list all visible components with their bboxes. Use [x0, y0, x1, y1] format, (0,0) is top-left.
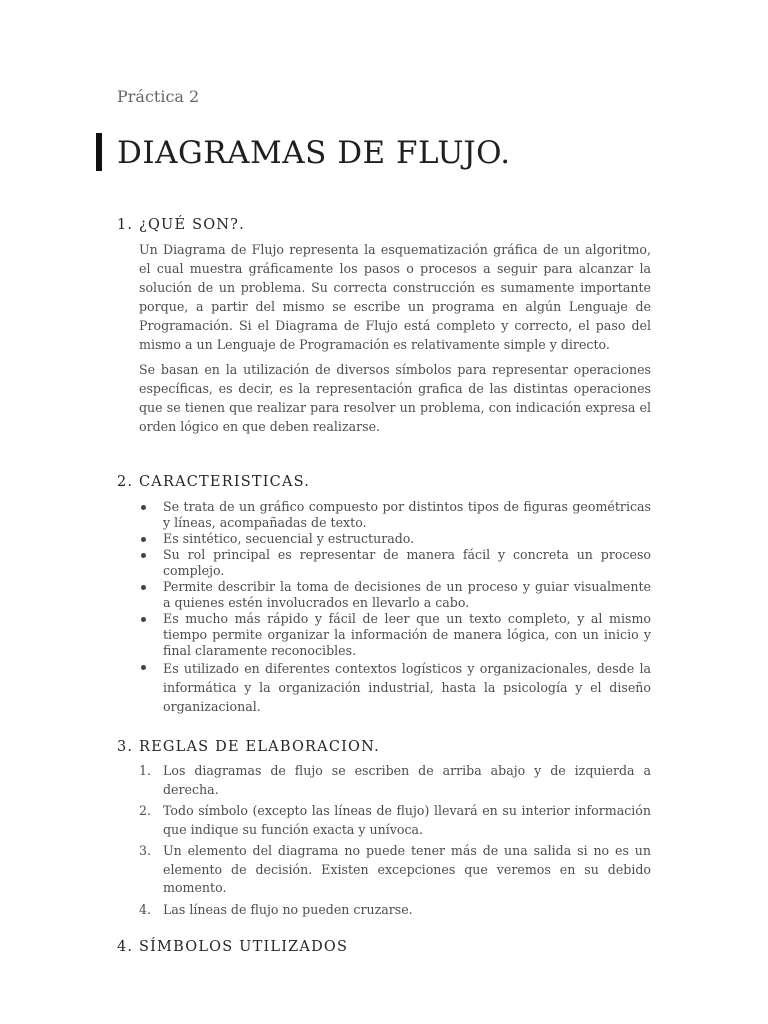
list-item-number: 4. [139, 901, 152, 917]
list-item [139, 842, 651, 898]
section-heading-text: ¿QUÉ SON?. [139, 217, 245, 233]
bullet-icon [141, 585, 146, 590]
list-item-text: Se trata de un gráfico compuesto por distintos tipos de figuras geométricas y líneas, acompañadas de texto. [163, 499, 651, 530]
bullet-icon [141, 537, 146, 542]
section-heading-que-son [117, 217, 245, 233]
characteristics-list [139, 499, 651, 716]
section-number: 3. [117, 739, 134, 755]
list-item-text: Un elemento del diagrama no puede tener más de una salida si no es un elemento de decisión. Existen excepciones que veremos en su debido momento. [163, 843, 651, 895]
bullet-icon [141, 617, 146, 622]
list-item [139, 547, 651, 579]
list-item-text: Todo símbolo (excepto las líneas de flujo) llevará en su interior información que indique su función exacta y unívoca. [163, 803, 651, 837]
list-item-number: 2. [139, 803, 152, 818]
list-item [139, 659, 651, 716]
document-title: DIAGRAMAS DE FLUJO. [117, 135, 511, 171]
section-number: 2. [117, 474, 134, 490]
section-heading-text: CARACTERISTICAS. [139, 474, 311, 490]
bullet-icon [141, 505, 146, 510]
document-subtitle: Práctica 2 [117, 87, 200, 106]
paragraph: Se basan en la utilización de diversos símbolos para representar operaciones específicas, es decir, es la representación grafica de las distintas operaciones que se tienen que realizar para resolver un problema, con indicación expresa el orden lógico en que deben realizarse. [139, 362, 651, 434]
list-item-text: Es sintético, secuencial y estructurado. [163, 531, 415, 546]
list-item-text: Los diagramas de flujo se escriben de arriba abajo y de izquierda a derecha. [163, 763, 651, 797]
title-accent-bar [96, 133, 102, 171]
section-number: 1. [117, 217, 134, 233]
section-heading-text: SÍMBOLOS UTILIZADOS [139, 939, 349, 955]
list-item [139, 762, 651, 799]
list-item-text: Permite describir la toma de decisiones de un proceso y guiar visualmente a quienes estén involucrados en llevarlo a cabo. [163, 579, 651, 610]
list-item-number: 3. [139, 843, 152, 858]
section-heading-text: REGLAS DE ELABORACION. [139, 739, 380, 755]
bullet-icon [141, 553, 146, 558]
list-item-text: Es utilizado en diferentes contextos logísticos y organizacionales, desde la informática y la organización industrial, hasta la psicología y el diseño organizacional. [163, 661, 651, 714]
bullet-icon [141, 665, 146, 670]
list-item-text: Su rol principal es representar de manera fácil y concreta un proceso complejo. [163, 547, 651, 578]
list-item [139, 579, 651, 611]
list-item-number: 1. [139, 763, 152, 778]
list-item [139, 802, 651, 839]
list-item [139, 611, 651, 659]
rules-list [139, 762, 651, 922]
section-heading-reglas [117, 739, 380, 755]
list-item [139, 531, 651, 547]
section-heading-simbolos [117, 939, 348, 955]
list-item-text: Es mucho más rápido y fácil de leer que un texto completo, y al mismo tiempo permite organizar la información de manera lógica, con un inicio y final claramente reconocibles. [163, 611, 651, 658]
list-item [139, 901, 651, 920]
section-heading-caracteristicas [117, 474, 310, 490]
list-item [139, 499, 651, 531]
paragraph: Un Diagrama de Flujo representa la esquematización gráfica de un algoritmo, el cual muestra gráficamente los pasos o procesos a seguir para alcanzar la solución de un problema. Su correcta construcción es sumamente importante porque, a partir del mismo se escribe un programa en algún Lenguaje de Programación. Si el Diagrama de Flujo está completo y correcto, el paso del mismo a un Lenguaje de Programación es relativamente simple y directo. [139, 242, 651, 352]
section-number: 4. [117, 939, 134, 955]
list-item-text: Las líneas de flujo no pueden cruzarse. [163, 901, 413, 917]
